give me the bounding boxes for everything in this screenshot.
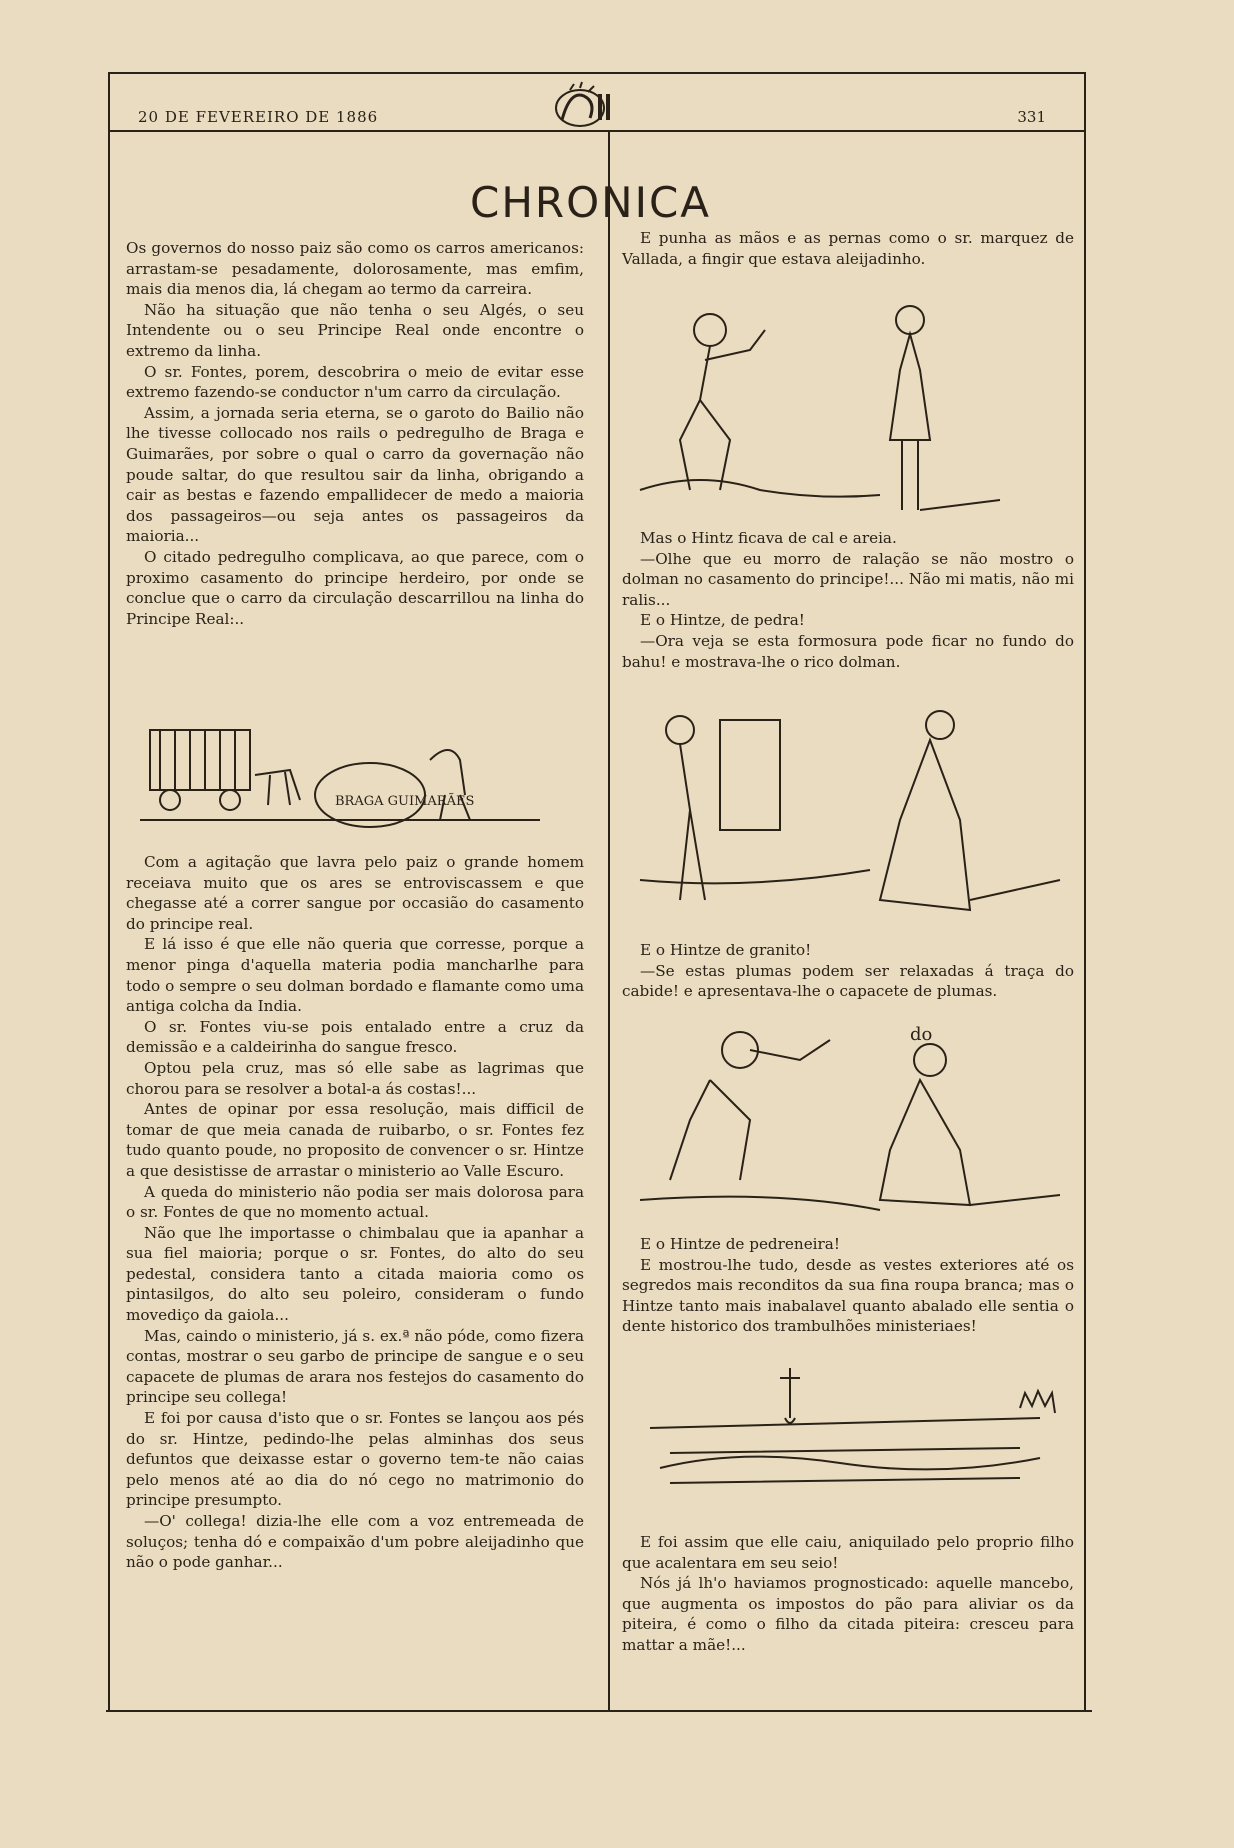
fallen-figure-illustration — [640, 1358, 1080, 1508]
figures-illustration-2 — [630, 700, 1080, 930]
paragraph: Não ha situação que não tenha o seu Algés, o seu Intendente ou o seu Principe Real onde encontre o extremo da linha. — [126, 300, 584, 360]
stone-label: BRAGA GUIMARÃES — [335, 794, 475, 809]
figures-illustration-1 — [620, 290, 1040, 530]
page-title: CHRONICA — [470, 178, 712, 227]
scrawl-label: do — [910, 1024, 933, 1045]
page-header — [110, 74, 1084, 132]
right-column-c — [622, 940, 1074, 1002]
paragraph: Não que lhe importasse o chimbalau que ia apanhar a sua fiel maioria; porque o sr. Fontes, do alto do seu pedestal, considera tanto a citada maioria como os pintasilgos, do alto seu poleiro, consideram o fundo movediço da gaiola... — [126, 1223, 584, 1325]
right-column-e — [622, 1532, 1074, 1656]
right-column-d — [622, 1234, 1074, 1337]
paragraph: Assim, a jornada seria eterna, se o garoto do Bailio não lhe tivesse collocado nos rails o pedregulho de Braga e Guimarães, por sobre o qual o carro da governação não poude saltar, do que resultou sair da linha, obrigando a cair as bestas e fazendo empallidecer de medo a maioria dos passageiros—ou seja antes os passageiros da maioria... — [126, 403, 584, 546]
paragraph: E punha as mãos e as pernas como o sr. marquez de Vallada, a fingir que estava aleijadinho. — [622, 229, 1074, 268]
paragraph: —Olhe que eu morro de ralação se não mostro o dolman no casamento do principe!... Não mi matis, não mi ralis... — [622, 549, 1074, 609]
right-column-a — [622, 228, 1074, 269]
paragraph: —Ora veja se esta formosura pode ficar no fundo do bahu! e mostrava-lhe o rico dolman. — [622, 631, 1074, 671]
paragraph: O sr. Fontes viu-se pois entalado entre a cruz da demissão e a caldeirinha do sangue fresco. — [126, 1017, 584, 1057]
paragraph: E o Hintze de pedreneira! — [640, 1235, 840, 1253]
paragraph: O sr. Fontes, porem, descobrira o meio de evitar esse extremo fazendo-se conductor n'um carro da circulação. — [126, 362, 584, 402]
issue-date: 20 DE FEVEREIRO DE 1886 — [138, 108, 379, 126]
paragraph: A queda do ministerio não podia ser mais dolorosa para o sr. Fontes de que no momento actual. — [126, 1182, 584, 1222]
paragraph: E o Hintze, de pedra! — [640, 611, 805, 630]
paragraph: Antes de opinar por essa resolução, mais difficil de tomar de que meia canada de ruibarbo, o sr. Fontes fez tudo quanto poude, no proposito de convencer o sr. Hintze a que desistisse de arrastar o ministerio ao Valle Escuro. — [126, 1100, 584, 1180]
paragraph: E foi assim que elle caiu, aniquilado pelo proprio filho que acalentara em seu seio! — [622, 1533, 1074, 1572]
page-number: 331 — [1017, 108, 1046, 126]
paragraph: Os governos do nosso paiz são como os carros americanos: arrastam-se pesadamente, dolorosamente, mas emfim, mais dia menos dia, lá chegam ao termo da carreira. — [126, 239, 584, 299]
carriage-illustration — [140, 720, 540, 838]
paragraph: Mas o Hintz ficava de cal e areia. — [640, 529, 897, 547]
paragraph: Com a agitação que lavra pelo paiz o grande homem receiava muito que os ares se entroviscassem e que chegasse até a correr sangue por occasião do casamento do principe real. — [126, 853, 584, 933]
left-column-b — [126, 852, 584, 1573]
paragraph: E o Hintze de granito! — [640, 941, 812, 959]
masthead-logo-icon — [540, 80, 670, 130]
paragraph: E lá isso é que elle não queria que corresse, porque a menor pinga d'aquella materia podia mancharlhe para todo o sempre o seu dolman bordado e flamante como uma antiga colcha da India. — [126, 935, 584, 1016]
column-divider — [608, 132, 610, 1712]
figures-illustration-3 — [630, 1020, 1080, 1226]
paragraph: Mas, caindo o ministerio, já s. ex.ª não póde, como fizera contas, mostrar o seu garbo de principe de sangue e o seu capacete de plumas de arara nos festejos do casamento do principe seu collega! — [126, 1326, 584, 1407]
bottom-rule — [106, 1710, 1092, 1712]
paragraph: E foi por causa d'isto que o sr. Fontes se lançou aos pés do sr. Hintze, pedindo-lhe pelas alminhas dos seus defuntos que deixasse estar o governo tem-te não caias pelo menos até ao dia do nó cego no matrimonio do principe presumpto. — [126, 1409, 584, 1510]
paragraph: —O' collega! dizia-lhe elle com a voz entremeada de soluços; tenha dó e compaixão d'um pobre aleijadinho que não o pode ganhar... — [126, 1512, 584, 1572]
paragraph: O citado pedregulho complicava, ao que parece, com o proximo casamento do principe herdeiro, por onde se conclue que o carro da circulação descarrillou na linha do Principe Real:.. — [126, 547, 584, 628]
right-column-b — [622, 528, 1074, 672]
paragraph: —Se estas plumas podem ser relaxadas á traça do cabide! e apresentava-lhe o capacete de plumas. — [622, 961, 1074, 1001]
paragraph: Nós já lh'o haviamos prognosticado: aquelle mancebo, que augmenta os impostos do pão para aliviar os da piteira, é como o filho da citada piteira: cresceu para mattar a mãe!... — [622, 1574, 1074, 1654]
left-column-a — [126, 238, 584, 629]
paragraph: E mostrou-lhe tudo, desde as vestes exteriores até os segredos mais reconditos da sua fina roupa branca; mas o Hintze tanto mais inabalavel quanto abalado elle sentia o dente historico dos trambulhões ministeriaes! — [622, 1255, 1074, 1336]
paragraph: Optou pela cruz, mas só elle sabe as lagrimas que chorou para se resolver a botal-a ás costas!... — [126, 1058, 584, 1098]
